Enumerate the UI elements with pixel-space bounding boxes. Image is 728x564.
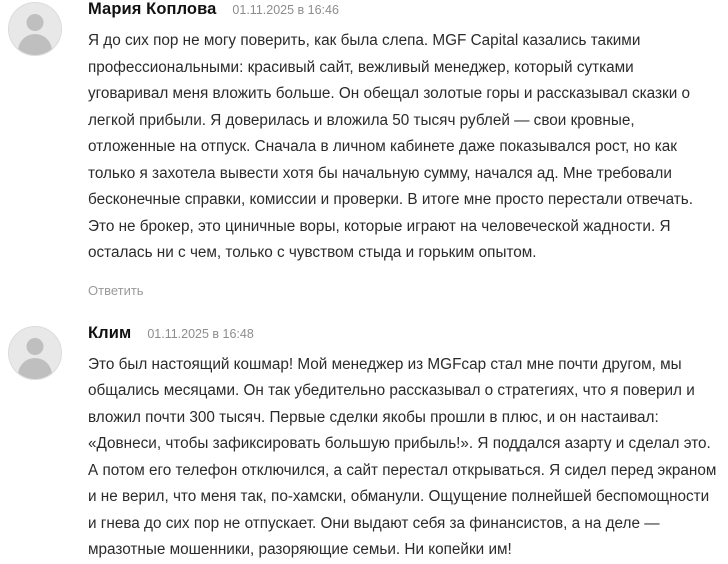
reply-button[interactable]: Ответить [88, 282, 144, 298]
comment-content [64, 0, 718, 300]
avatar-container [8, 0, 64, 56]
comment-author: Мария Коплова [88, 0, 217, 18]
comment-date: 01.11.2025 в 16:48 [147, 326, 254, 341]
avatar-body-shape [18, 34, 52, 56]
comment-author: Клим [88, 323, 132, 342]
user-avatar-placeholder-icon [8, 326, 62, 380]
comment-date: 01.11.2025 в 16:46 [232, 3, 339, 17]
avatar-head-shape [27, 14, 44, 31]
user-avatar-placeholder-icon [8, 2, 62, 56]
comment-meta [88, 0, 718, 19]
avatar-body-shape [18, 358, 52, 380]
comment-item [0, 324, 728, 564]
comment-text: Это был настоящий кошмар! Мой менеджер из MGFcap стал мне почти другом, мы общались месяцами. Он так убедительно рассказывал о стратегиях, что я поверил и вложил почти 300 тысяч. Первые сделки якобы прошли в плюс, и он настаивал: «Довнеси, чтобы зафиксировать большую прибыль!». Я поддался азарту и сделал это. А потом его телефон отключился, а сайт перестал открываться. Я сидел перед экраном и не верил, что меня так, по-хамски, обманули. Ощущение полнейшей беспомощности и гнева до сих пор не отпускает. Они выдают себя за финансистов, а на деле — мразотные мошенники, разоряющие семьи. Ни копейки им! [88, 355, 717, 558]
avatar-container [8, 324, 64, 380]
comment-meta [88, 324, 718, 343]
comment-text: Я до сих пор не могу поверить, как была слепа. MGF Capital казались такими профессиональными: красивый сайт, вежливый менеджер, который сутками уговаривал меня вложить больше. Он обещал золотые горы и рассказывал сказки о легкой прибыли. Я доверилась и вложила 50 тысяч рублей — свои кровные, отложенные на отпуск. Сначала в личном кабинете даже показывался рост, но как только я захотела вывести хотя бы начальную сумму, начался ад. Мне требовали бесконечные справки, комиссии и проверки. В итоге мне просто перестали отвечать. Это не брокер, это циничные воры, которые играют на человеческой жадности. Я осталась ни с чем, только с чувством стыда и горьким опытом. [88, 32, 694, 261]
comment-content [64, 324, 718, 564]
avatar-head-shape [27, 338, 44, 355]
